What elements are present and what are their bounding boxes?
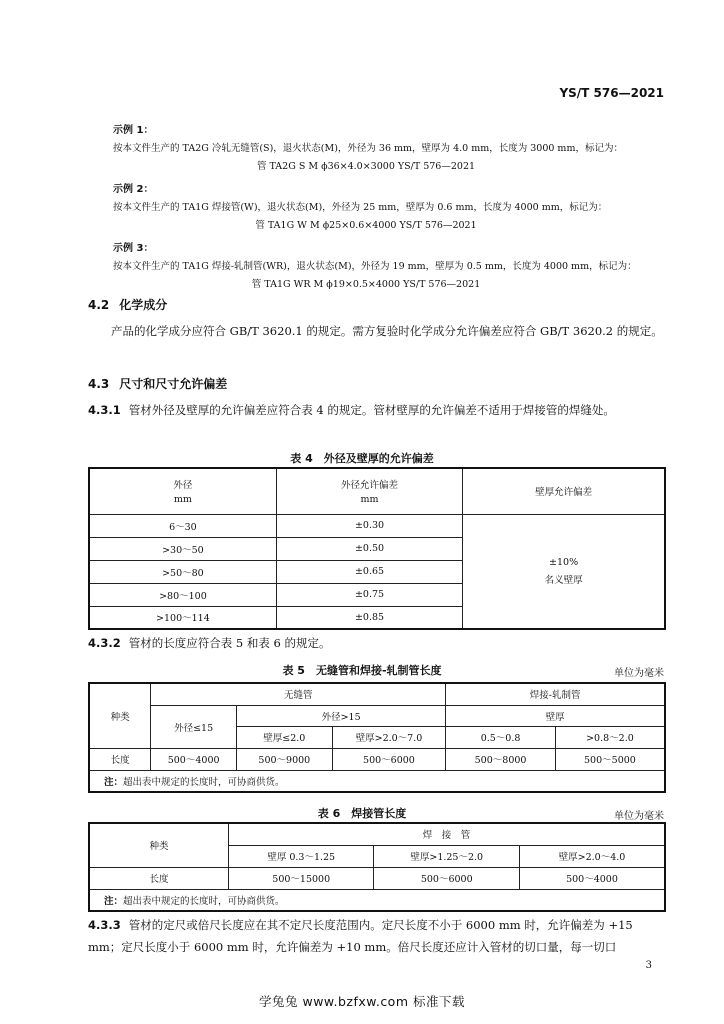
section-4-2-heading	[88, 296, 167, 313]
table-5-seamless-header: 无缝管	[151, 683, 446, 705]
table-row-value: 500～4000	[151, 748, 237, 770]
table-row-dev: ±0.75	[276, 583, 462, 606]
clause-text: 管材的定尺或倍尺长度应在其不定尺长度范围内。定尺长度不小于 6000 mm 时，允许偏差为 +15 mm；定尺长度小于 6000 mm 时，允许偏差为 +10 mm。倍尺长度还应计入管材的切口量，每一切口	[88, 918, 633, 954]
table-row-od: >30～50	[89, 537, 276, 560]
table-row-value: 500～6000	[374, 867, 520, 889]
table-4-wall-cell	[463, 514, 665, 629]
example-2-text: 按本文件生产的 TA1G 焊接管(W)，退火状态(M)，外径为 25 mm，壁厚为 0.6 mm，长度为 4000 mm，标记为：	[113, 202, 608, 213]
table-row-value: 500～6000	[332, 748, 446, 770]
table-6	[88, 822, 666, 912]
standard-code: YS/T 576—2021	[559, 86, 664, 100]
table-5-caption: 表 5 无缝管和焊接-轧制管长度	[282, 664, 442, 677]
table-5-od-gt15: 外径>15	[236, 705, 445, 726]
clause-number: 4.3.1	[88, 403, 121, 417]
table-row-od: >50～80	[89, 560, 276, 583]
example-2-marking: 管 TA1G W M ϕ25×0.6×4000 YS/T 576—2021	[255, 220, 477, 231]
table-6-col: 壁厚>1.25～2.0	[374, 845, 520, 867]
table-6-col: 壁厚 0.3～1.25	[228, 845, 374, 867]
wall-deviation-note: 名义壁厚	[544, 574, 583, 586]
table-row-value: 500～4000	[519, 867, 665, 889]
example-1-marking: 管 TA2G S M ϕ36×4.0×3000 YS/T 576—2021	[256, 161, 476, 172]
table-5-wall-05-08: 0.5～0.8	[446, 726, 556, 748]
table-4-header-od: 外径 mm	[89, 468, 276, 514]
table-row-dev: ±0.85	[276, 606, 462, 629]
table-6-col: 壁厚>2.0～4.0	[519, 845, 665, 867]
table-4-header-dev: 外径允许偏差 mm	[276, 468, 462, 514]
clause-number: 4.3.2	[88, 636, 121, 650]
section-title: 尺寸和尺寸允许偏差	[119, 377, 228, 391]
table-5-welded-rolled-header: 焊接-轧制管	[446, 683, 665, 705]
table-4-header-wall: 壁厚允许偏差	[463, 468, 665, 514]
section-4-3-1	[88, 399, 666, 421]
table-5-wall-le2: 壁厚≤2.0	[236, 726, 332, 748]
example-3-label: 示例 3：	[113, 243, 154, 254]
table-row-dev: ±0.50	[276, 537, 462, 560]
table-6-length-label: 长度	[89, 867, 228, 889]
section-4-3-heading	[88, 375, 227, 392]
clause-number: 4.3.3	[88, 918, 121, 932]
table-6-unit: 单位为毫米	[614, 811, 664, 822]
example-1-label: 示例 1：	[113, 125, 154, 136]
table-5-wall-header: 壁厚	[446, 705, 665, 726]
example-3-text: 按本文件生产的 TA1G 焊接-轧制管(WR)，退火状态(M)，外径为 19 mm，壁厚为 0.5 mm，长度为 4000 mm，标记为：	[113, 261, 637, 272]
footer-watermark: 学兔兔 www.bzfxw.com 标准下载	[259, 994, 465, 1009]
table-5-note: 注：超出表中规定的长度时，可协商供货。	[89, 770, 665, 792]
example-1-text: 按本文件生产的 TA2G 冷轧无缝管(S)，退火状态(M)，外径为 36 mm，壁厚为 4.0 mm，长度为 3000 mm，标记为：	[113, 143, 623, 154]
section-4-3-2	[88, 632, 666, 654]
example-2-label: 示例 2：	[113, 184, 154, 195]
table-5-wall-2-7: 壁厚>2.0～7.0	[332, 726, 446, 748]
table-row-od: >80～100	[89, 583, 276, 606]
clause-text: 管材外径及壁厚的允许偏差应符合表 4 的规定。管材壁厚的允许偏差不适用于焊接管的焊缝处。	[128, 403, 615, 417]
page-number: 3	[645, 960, 652, 971]
table-5-type-header: 种类	[89, 683, 151, 748]
section-title: 化学成分	[119, 298, 168, 312]
table-row-dev: ±0.65	[276, 560, 462, 583]
table-4	[88, 467, 666, 630]
table-row-value: 500～15000	[228, 867, 374, 889]
table-row-od: 6～30	[89, 514, 276, 537]
example-3-marking: 管 TA1G WR M ϕ19×0.5×4000 YS/T 576—2021	[251, 279, 481, 290]
table-row-od: >100～114	[89, 606, 276, 629]
table-5-od-le15: 外径≤15	[151, 705, 237, 748]
table-row-dev: ±0.30	[276, 514, 462, 537]
table-row-value: 500～5000	[555, 748, 665, 770]
section-4-3-3	[88, 914, 666, 958]
table-5	[88, 682, 666, 793]
table-6-note: 注：超出表中规定的长度时，可协商供货。	[89, 889, 665, 911]
wall-deviation-value: ±10%	[549, 556, 579, 568]
section-4-2-body: 产品的化学成分应符合 GB/T 3620.1 的规定。需方复验时化学成分允许偏差应符合 GB/T 3620.2 的规定。	[111, 324, 663, 338]
table-5-wall-08-20: >0.8～2.0	[555, 726, 665, 748]
table-row-value: 500～9000	[236, 748, 332, 770]
table-4-caption: 表 4 外径及壁厚的允许偏差	[290, 452, 434, 465]
clause-text: 管材的长度应符合表 5 和表 6 的规定。	[128, 636, 331, 650]
table-6-welded-header: 焊 接 管	[228, 823, 665, 845]
table-5-unit: 单位为毫米	[614, 668, 664, 679]
table-6-type-header: 种类	[89, 823, 228, 867]
table-row-value: 500～8000	[446, 748, 556, 770]
section-number: 4.2	[88, 298, 110, 312]
section-number: 4.3	[88, 377, 110, 391]
table-5-length-label: 长度	[89, 748, 151, 770]
table-6-caption: 表 6 焊接管长度	[317, 807, 407, 820]
